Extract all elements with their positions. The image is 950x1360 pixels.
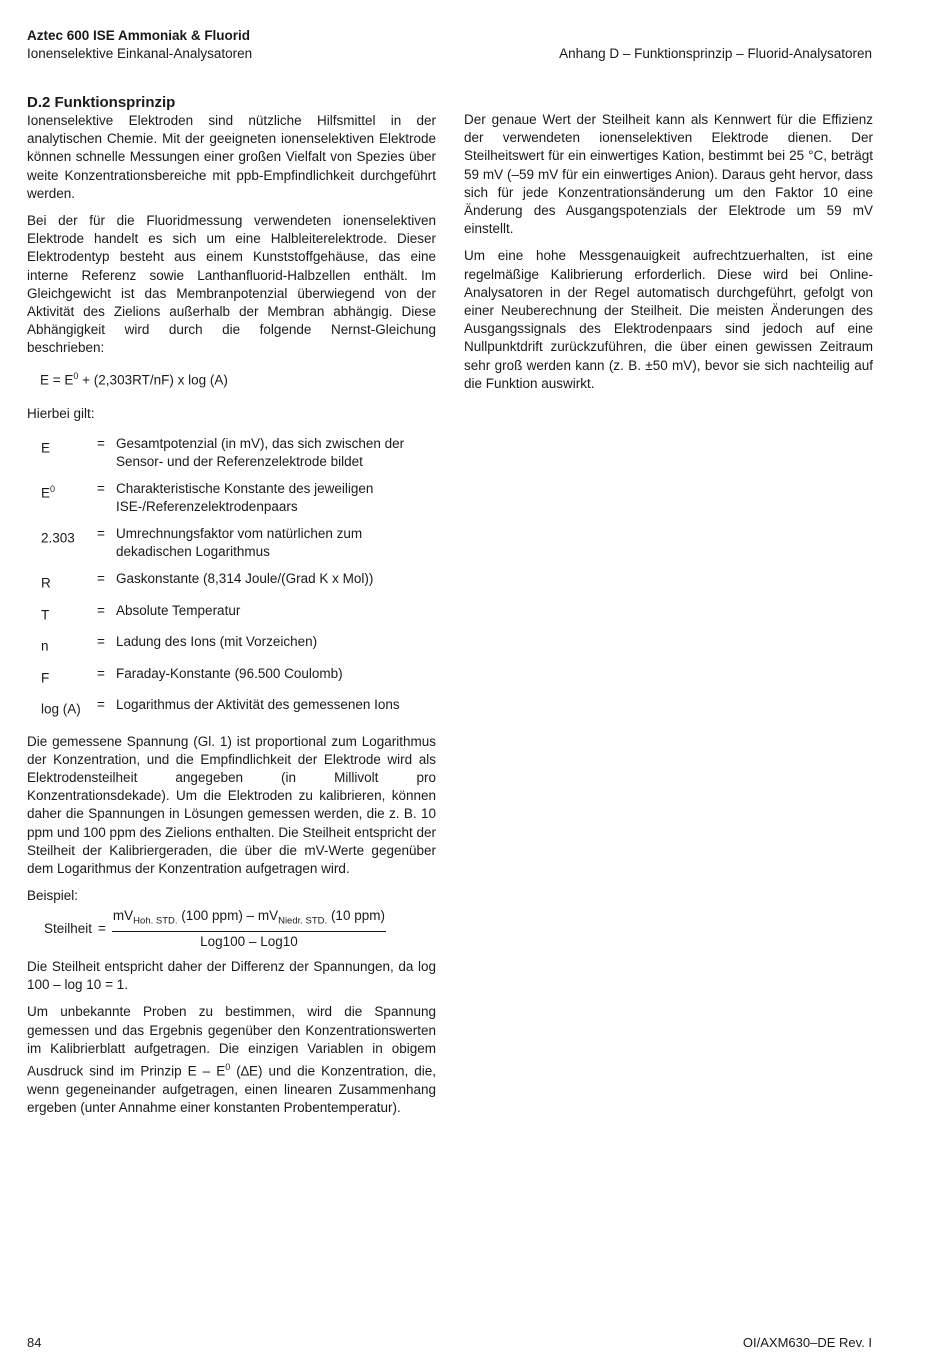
left-column — [27, 94, 436, 1126]
definition-description: Gaskonstante (8,314 Joule/(Grad K x Mol)) — [116, 571, 374, 587]
equation-lhs: E = E — [40, 372, 74, 388]
definition-row — [27, 633, 436, 656]
definition-symbol: E — [41, 440, 51, 456]
right-column — [464, 111, 873, 402]
example-label: Beispiel: — [27, 888, 79, 904]
product-title: Aztec 600 ISE Ammoniak & Fluorid — [27, 28, 251, 43]
document-id: OI/AXM630–DE Rev. I — [742, 1335, 872, 1350]
definitions-intro: Hierbei gilt: — [27, 406, 95, 422]
formula-denominator: Log100 – Log10 — [200, 933, 298, 949]
definition-description: Faraday-Konstante (96.500 Coulomb) — [116, 665, 343, 681]
definition-row — [27, 696, 436, 719]
definition-equals: = — [97, 634, 105, 650]
definition-row — [27, 602, 436, 625]
section-title: D.2 Funktionsprinzip — [27, 94, 176, 111]
definition-symbol: $E^0$ — [41, 484, 56, 501]
definition-row — [27, 525, 436, 561]
definition-equals: = — [97, 481, 105, 497]
formula-numerator: $mV_{Hoh. STD.}$ (100 $ppm) - mV_{Niedr. STD.}$ (10 ppm) — [112, 907, 386, 932]
definition-symbol: log (A) — [41, 701, 81, 717]
definition-symbol: 2.303 — [41, 530, 75, 546]
formula-label: Steilheit — [44, 921, 93, 937]
definition-row — [27, 570, 436, 593]
definition-equals: = — [97, 436, 105, 452]
definition-description: Absolute Temperatur — [116, 602, 241, 618]
equation-sup: 0 — [73, 370, 79, 381]
definition-equals: = — [97, 571, 105, 587]
definition-symbol: T — [41, 607, 50, 623]
page-header — [27, 27, 252, 63]
definition-equals: = — [97, 697, 105, 713]
definition-equals: = — [97, 526, 105, 542]
definition-description: Ladung des Ions (mit Vorzeichen) — [116, 634, 318, 650]
definition-equals: = — [97, 665, 105, 681]
equation-rhs: + (2,303RT/nF) x log (A) — [78, 372, 228, 388]
product-subtitle: Ionenselektive Einkanal-Analysatoren — [27, 46, 253, 61]
definition-row — [27, 665, 436, 688]
formula-equals: = — [98, 921, 106, 937]
paragraph: Bei der für die Fluoridmessung verwendeten ionenselektiven Elektrode handelt es sich um eine Halbleiterelektrode. Dieser Elektrodentyp besteht aus einem Kunststoffgehäuse, das eine interne Referenz sowie Lanthanfluorid-Halbzellen enthält. Im Gleichgewicht ist das Membranpotenzial überwiegend von der Aktivität des Zielions außerhalb der Membran abhängig. Diese Abhängigkeit wird durch die folgende Nernst-Gleichung beschrieben: — [27, 213, 436, 356]
definition-description: Logarithmus der Aktivität des gemessenen Ions — [116, 697, 400, 713]
definition-row — [27, 480, 436, 516]
paragraph: Die gemessene Spannung (Gl. 1) ist proportional zum Logarithmus der Konzentration, und die Empfindlichkeit der Elektrode wird als Elektrodensteilheit angegeben (in Millivolt pro Konzentrationsdekade). Um die Elektroden zu kalibrieren, können daher die Spannungen in Lösungen gemessen werden, die z. B. 10 ppm und 100 ppm des Zielions enthalten. Die Steilheit entspricht der Steilheit der Kalibriergeraden, die über die mV-Werte gegenüber dem Logarithmus der Konzentration aufgetragen wird. — [27, 733, 436, 877]
definition-equals: = — [97, 602, 105, 618]
page-number: 84 — [27, 1335, 42, 1350]
definition-symbol: R — [41, 575, 51, 591]
section-header: Anhang D – Funktionsprinzip – Fluorid-Analysatoren — [559, 46, 872, 61]
definition-description: Umrechnungsfaktor vom natürlichen zum dekadischen Logarithmus — [116, 526, 363, 560]
definition-description: Charakteristische Konstante des jeweiligen ISE-/Referenzelektrodenpaars — [116, 481, 374, 515]
definition-row — [27, 435, 436, 471]
definition-list — [27, 435, 436, 719]
formula-fraction — [112, 907, 386, 950]
definition-description: Gesamtpotenzial (in mV), das sich zwischen der Sensor- und der Referenzelektrode bildet — [116, 436, 405, 470]
definition-symbol: F — [41, 670, 50, 686]
paragraph: Um unbekannte Proben zu bestimmen, wird die Spannung gemessen und das Ergebnis gegenüber den Konzentrationswerten im Kalibrierblatt aufgetragen. Die einzigen Variablen in obigem Ausdruck sind im Prinzip E – $E^0$ (∆E) und die Konzentration, die, wenn gegeneinander aufgetragen, einen linearen Zusammenhang ergeben (unter Annahme einer konstanten Probentemperatur). — [27, 1004, 437, 1115]
paragraph: Die Steilheit entspricht daher der Differenz der Spannungen, da log 100 – log 10 = 1. — [27, 958, 436, 993]
nernst-equation — [40, 367, 436, 390]
paragraph: Ionenselektive Elektroden sind nützliche Hilfsmittel in der analytischen Chemie. Mit der geeigneten ionenselektiven Elektrode können schnelle Messungen einer großen Vielfalt von Spezies über weite Konzentrationsbereiche mit ppb-Empfindlichkeit durchgeführt werden. — [27, 113, 436, 201]
slope-formula — [44, 907, 436, 950]
paragraph: Um eine hohe Messgenauigkeit aufrechtzuerhalten, ist eine regelmäßige Kalibrierung erforderlich. Diese wird bei Online-Analysatoren in der Regel automatisch durchgeführt, gefolgt von einer Neuberechnung der Steilheit. Die meisten Änderungen des Ausgangssignals des Elektrodenpaars sind jedoch auf eine Nullpunktdrift zurückzuführen, die über einen gewissen Zeitraum sehr groß werden kann (z. B. ±50 mV), bevor sie sich nachteilig auf die Funktion auswirkt. — [464, 248, 873, 391]
paragraph: Der genaue Wert der Steilheit kann als Kennwert für die Effizienz der verwendeten ionenselektiven Elektrode dienen. Der Steilheitswert für ein einwertiges Kation, bestimmt bei 25 °C, beträgt 59 mV (–59 mV für ein einwertiges Anion). Daraus geht hervor, dass sich für jede Konzentrationsänderung um den Faktor 10 eine Änderung des Ausgangspotenzials der Elektrode um 59 mV einstellt. — [464, 112, 873, 237]
definition-symbol: n — [41, 638, 49, 654]
